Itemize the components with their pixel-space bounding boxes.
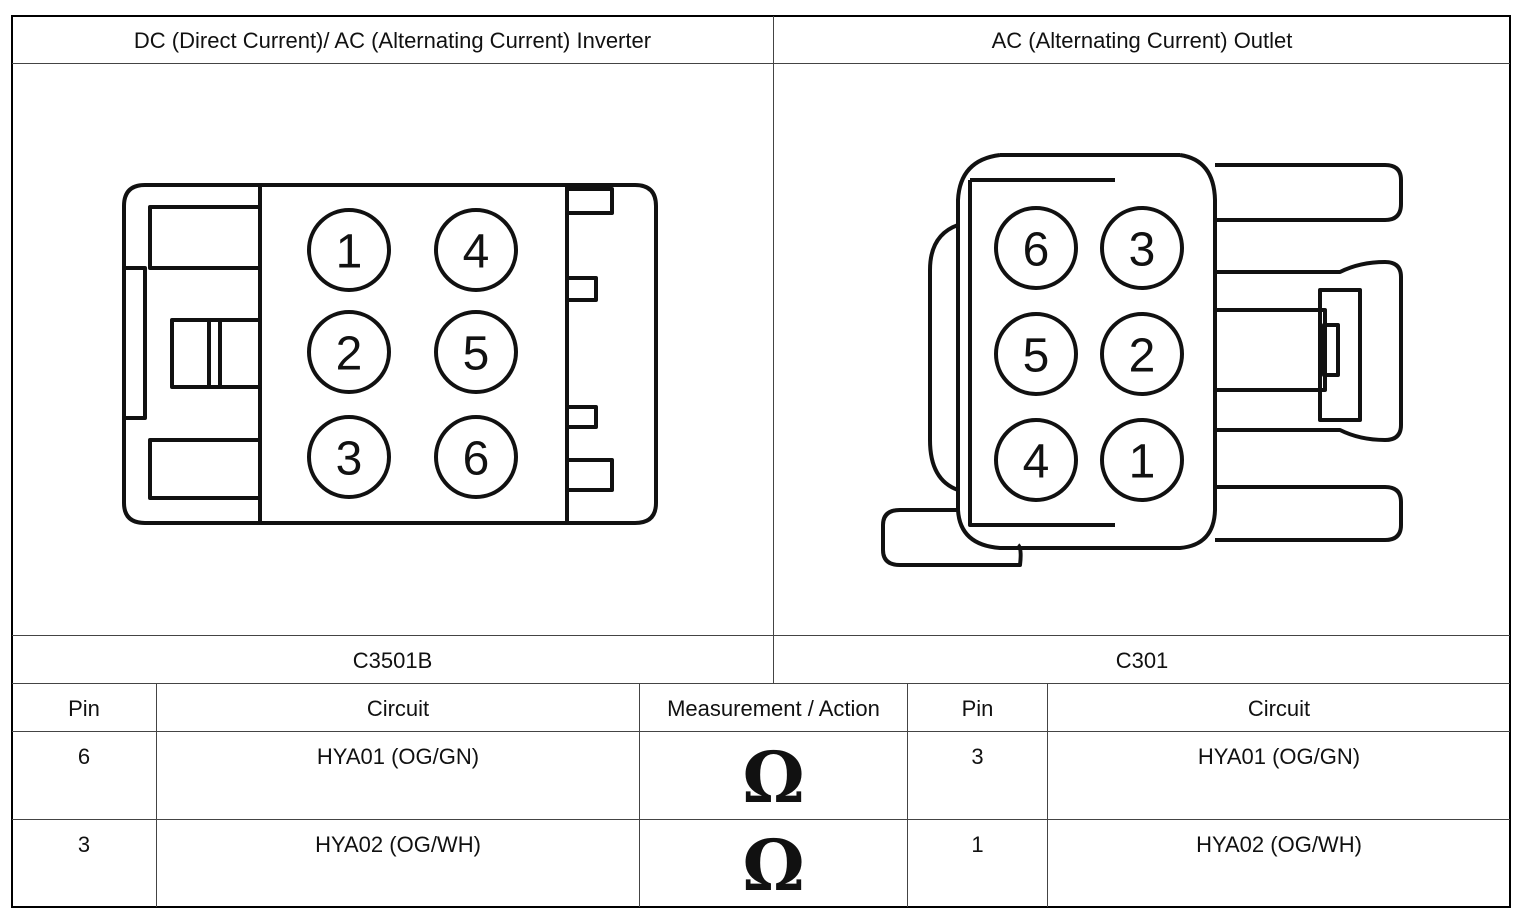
pin-label: 6 [462,432,490,486]
row-2-pin-a: 3 [77,832,91,857]
row-2-circuit-a: HYA02 (OG/WH) [315,832,481,857]
divider [12,683,1510,684]
pin-label: 1 [1128,435,1156,489]
header-circuit-b: Circuit [1247,696,1311,721]
pin-label: 3 [335,432,363,486]
pin-label: 2 [1128,329,1156,383]
header-pin-a: Pin [68,696,100,721]
left-connector-title: DC (Direct Current)/ AC (Alternating Current) Inverter [133,28,652,53]
right-connector-title: AC (Alternating Current) Outlet [991,28,1293,53]
pin-label: 5 [1022,329,1050,383]
divider [12,731,1510,732]
divider [12,635,1510,636]
pin-label: 4 [1022,435,1050,489]
row-1-pin-b: 3 [971,744,984,769]
header-circuit-a: Circuit [366,696,430,721]
pin-label: 5 [462,327,490,381]
pin-label: 4 [462,225,490,279]
ohm-measurement-icon: Ω [742,736,805,819]
right-connector-id: C301 [1115,648,1169,673]
row-1-pin-a: 6 [77,744,91,769]
pin-label: 6 [1022,223,1050,277]
header-pin-b: Pin [961,696,994,721]
ohm-measurement-icon: Ω [742,824,805,907]
row-2-circuit-b: HYA02 (OG/WH) [1196,832,1362,857]
divider [12,819,1510,820]
left-connector-id: C3501B [352,648,433,673]
row-1-circuit-a: HYA01 (OG/GN) [316,744,480,769]
pin-label: 2 [335,327,363,381]
row-1-circuit-b: HYA01 (OG/GN) [1197,744,1361,769]
header-measurement: Measurement / Action [667,696,880,721]
row-2-pin-b: 1 [971,832,984,857]
pin-label: 3 [1128,223,1156,277]
pin-label: 1 [335,225,363,279]
